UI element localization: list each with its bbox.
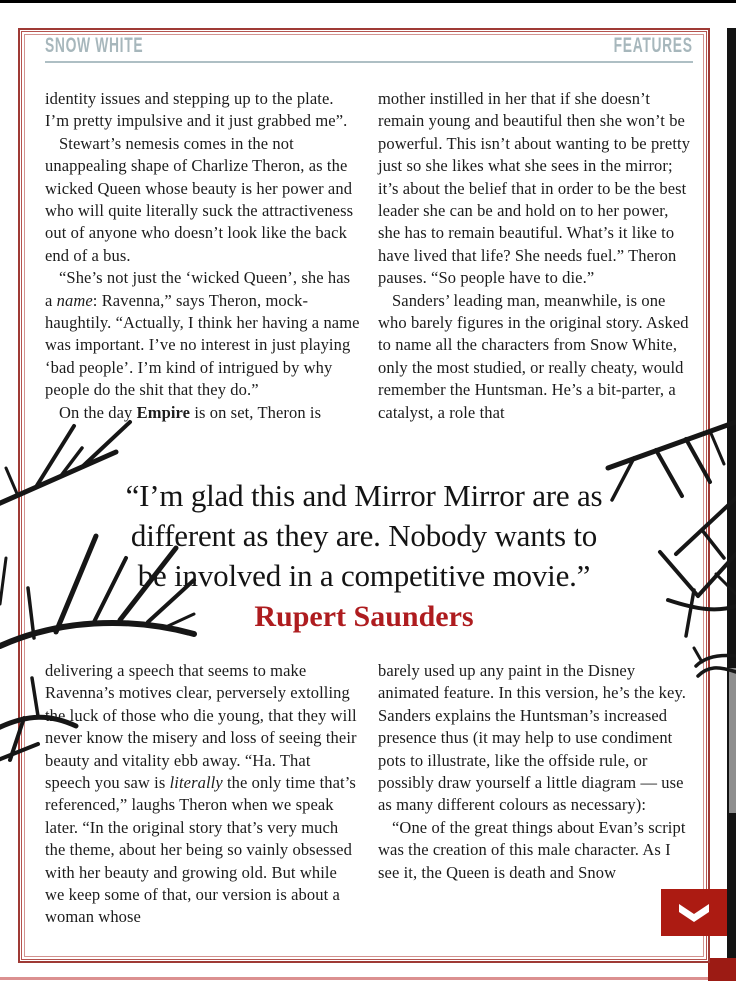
paragraph: “She’s not just the ‘wicked Queen’, she has a name: Ravenna,” says Theron, mock-haughtily. “Actually, I think her having a name was important. I’ve no interest in just playing ‘bad people’. I’m kind of intrigued by why people do the shit that they do.” — [45, 268, 360, 400]
pull-quote-line: be involved in a competitive movie.” — [137, 558, 591, 593]
paragraph: mother instilled in her that if she doesn’t remain young and beautiful then she won’t be powerful. This isn’t about wanting to be pretty just so she likes what she sees in the mirror; it’s about the belief that in order to be the best leader she can be and hold on to her power, she has to remain beautiful. What’s it like to have lived that life? She needs fuel.” Theron pauses. “So people have to die.” — [378, 89, 691, 288]
page-edge-strip — [727, 28, 736, 958]
scrollbar-thumb[interactable] — [729, 668, 736, 813]
column-bottom-left — [45, 660, 360, 929]
next-page-corner — [708, 958, 736, 981]
pull-quote — [34, 476, 694, 637]
paragraph: Sanders’ leading man, meanwhile, is one who barely figures in the original story. Asked to name all the characters from Snow White, only the most studied, or really cheaty, would remember the Huntsman. He’s a bit-parter, a catalyst, a role that — [378, 290, 689, 422]
header-section-title: SNOW WHITE — [45, 34, 144, 57]
paragraph: delivering a speech that seems to make Ravenna’s motives clear, perversely extolling the luck of those who die young, that they will never know the misery and loss of seeing their beauty and vitality ebb away. “Ha. That speech you saw is literally the only time that’s referenced,” laughs Theron when we speak later. “In the original story that’s very much the theme, about her being so vainly obsessed with her beauty and growing old. But while we keep some of that, our version is about a woman whose — [45, 661, 357, 927]
column-top-right — [378, 88, 693, 424]
paragraph: On the day Empire is on set, Theron is — [59, 402, 322, 422]
bottom-page-edge-line — [0, 977, 708, 980]
paragraph: barely used up any paint in the Disney animated feature. In this version, he’s the key. Sanders explains the Huntsman’s increased presence thus (it may help to use condiment pots to illustrate, like the offside rule, or possibly draw yourself a little diagram — use as many different colours as necessary): — [378, 661, 686, 815]
scroll-down-button[interactable] — [661, 889, 727, 936]
masthead — [45, 34, 693, 58]
columns-top — [45, 88, 693, 424]
pull-quote-line: “I’m glad this and Mirror Mirror are as — [125, 478, 603, 513]
pull-quote-attribution: Rupert Saunders — [254, 600, 474, 633]
top-edge-line — [0, 0, 736, 3]
column-top-left — [45, 88, 360, 424]
paragraph: Stewart’s nemesis comes in the not unappealing shape of Charlize Theron, as the wicked Queen whose beauty is her power and who will quite literally suck the attractiveness out of anyone who doesn’t look like the back end of a bus. — [45, 133, 354, 265]
columns-bottom — [45, 660, 693, 929]
pull-quote-line: different as they are. Nobody wants to — [130, 518, 598, 553]
article-page — [18, 28, 710, 963]
masthead-rule — [45, 61, 693, 63]
paragraph: “One of the great things about Evan’s script was the creation of this male character. As I see it, the Queen is death and Snow — [378, 817, 686, 882]
paragraph: identity issues and stepping up to the plate. I’m pretty impulsive and it just grabbed me”. — [45, 89, 348, 131]
chevron-down-icon — [677, 903, 711, 923]
header-page-type: FEATURES — [614, 34, 693, 57]
column-bottom-right — [378, 660, 693, 929]
